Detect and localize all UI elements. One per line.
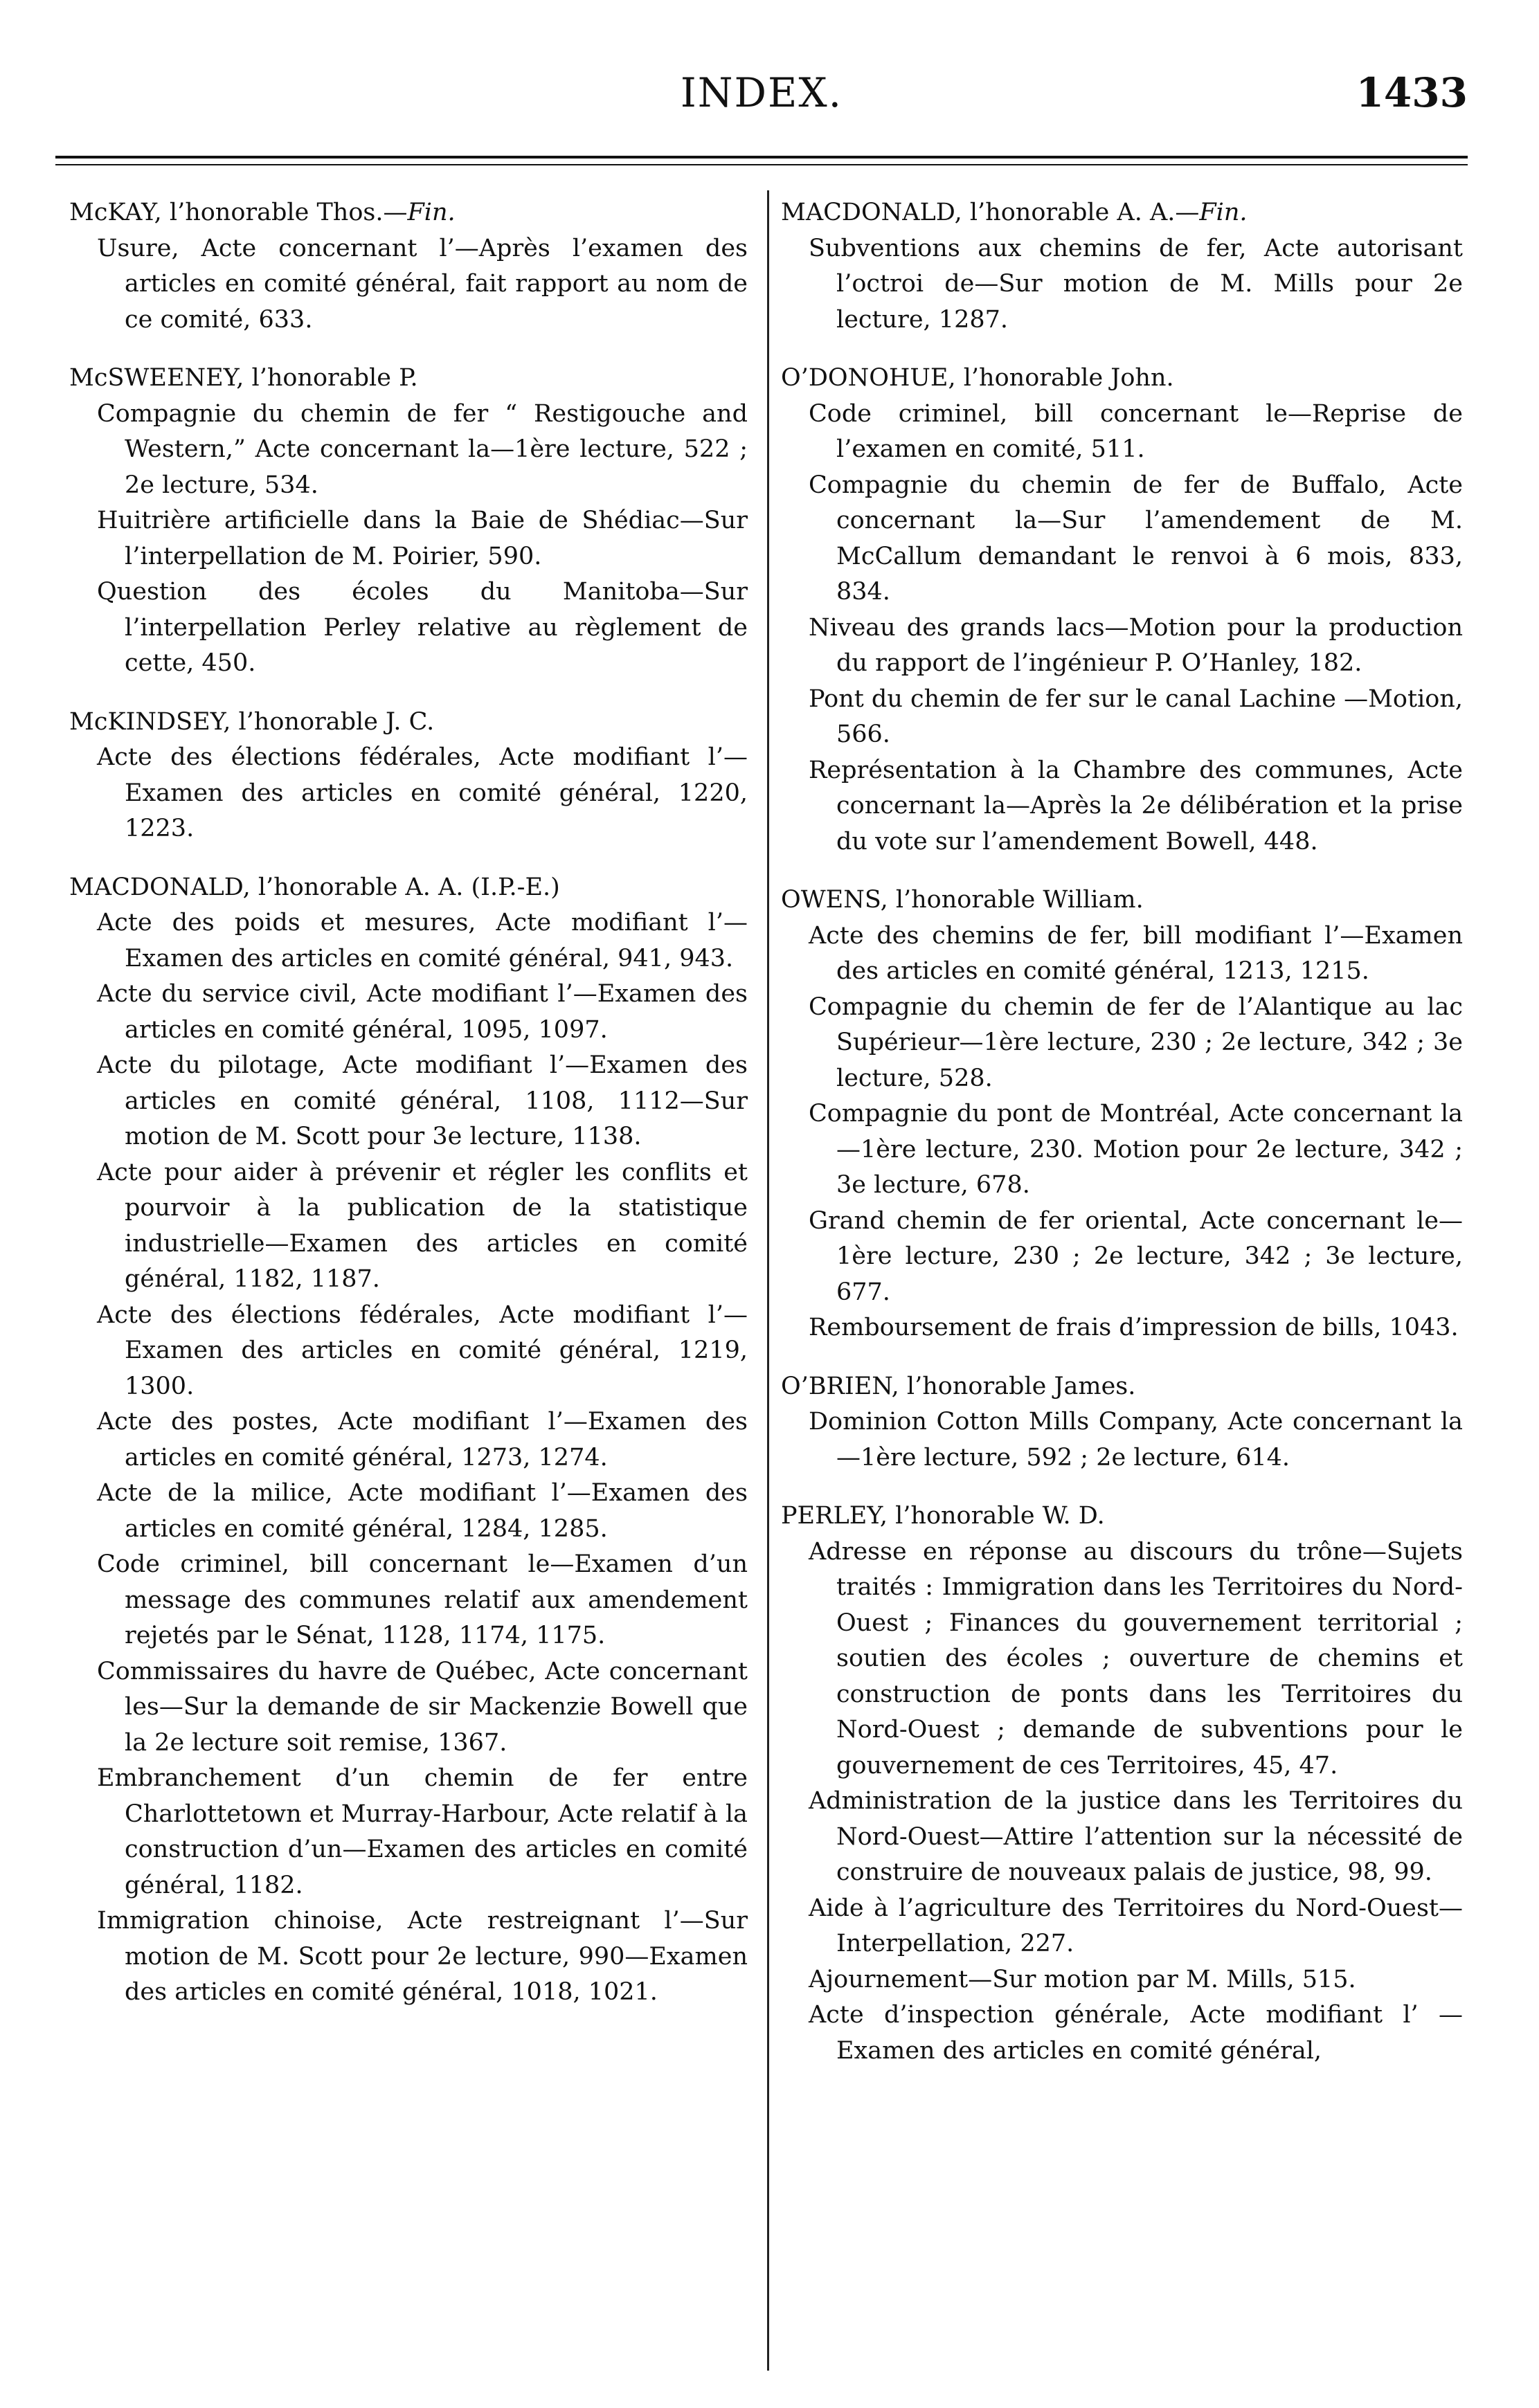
entry-subitem: Acte des poids et mesures, Acte modifiant l’—Examen des articles en comité général, 941, 943. xyxy=(97,909,748,972)
entry-name: McKAY, l’honorable Thos.— xyxy=(69,199,408,226)
entry-subitem: Acte du service civil, Acte modifiant l’—Examen des articles en comité général, 1095, 1097. xyxy=(97,980,748,1044)
entry-subitem: Acte de la milice, Acte modifiant l’—Examen des articles en comité général, 1284, 1285. xyxy=(97,1479,748,1543)
index-entry xyxy=(781,1499,1463,2069)
index-entry xyxy=(781,195,1463,338)
entry-name: O’DONOHUE, l’honorable John. xyxy=(781,364,1174,392)
index-entry xyxy=(69,195,748,338)
entry-name: OWENS, l’honorable William. xyxy=(781,886,1144,914)
entry-name: MACDONALD, l’honorable A. A. (I.P.-E.) xyxy=(69,873,560,901)
entry-subitem: Compagnie du chemin de fer de Buffalo, Acte concernant la—Sur l’amendement de M. McCallum demandant le renvoi à 6 mois, 833, 834. xyxy=(809,471,1463,606)
entry-subitem: Acte des chemins de fer, bill modifiant l’—Examen des articles en comité général, 1213, 1215. xyxy=(809,921,1463,985)
entry-name: O’BRIEN, l’honorable James. xyxy=(781,1372,1136,1400)
index-entry xyxy=(781,1369,1463,1476)
entry-subitem: Niveau des grands lacs—Motion pour la production du rapport de l’ingénieur P. O’Hanley, 182. xyxy=(809,613,1463,677)
entry-name: PERLEY, l’honorable W. D. xyxy=(781,1502,1105,1530)
entry-subitem: Représentation à la Chambre des communes, Acte concernant la—Après la 2e délibération et la prise du vote sur l’amendement Bowell, 448. xyxy=(809,756,1463,856)
entry-subitem: Grand chemin de fer oriental, Acte concernant le—1ère lecture, 230 ; 2e lecture, 342 ; 3e lecture, 677. xyxy=(809,1206,1463,1306)
entry-suffix: Fin. xyxy=(1199,199,1248,226)
left-column xyxy=(69,195,748,2034)
entry-subitem: Code criminel, bill concernant le—Reprise de l’examen en comité, 511. xyxy=(809,399,1463,463)
entry-subitem: Compagnie du chemin de fer de l’Alantique au lac Supérieur—1ère lecture, 230 ; 2e lecture, 342 ; 3e lecture, 528. xyxy=(809,993,1463,1092)
entry-subitem: Usure, Acte concernant l’—Après l’examen des articles en comité général, fait rapport au nom de ce comité, 633. xyxy=(97,234,748,334)
entry-heading xyxy=(69,705,748,741)
entry-subitem: Subventions aux chemins de fer, Acte autorisant l’octroi de—Sur motion de M. Mills pour 2e lecture, 1287. xyxy=(809,234,1463,334)
entry-subitem: Question des écoles du Manitoba—Sur l’interpellation Perley relative au règlement de cette, 450. xyxy=(97,578,748,677)
entry-heading xyxy=(781,1369,1463,1405)
entry-subitem: Acte d’inspection générale, Acte modifiant l’ —Examen des articles en comité général, xyxy=(809,2001,1463,2065)
entry-subitem: Immigration chinoise, Acte restreignant l’—Sur motion de M. Scott pour 2e lecture, 990—Examen des articles en comité général, 1018, 1021. xyxy=(97,1907,748,2006)
entry-subitem: Administration de la justice dans les Territoires du Nord-Ouest—Attire l’attention sur la nécessité de construire de nouveaux palais de justice, 98, 99. xyxy=(809,1787,1463,1886)
entry-subitem: Acte du pilotage, Acte modifiant l’—Examen des articles en comité général, 1108, 1112—Sur motion de M. Scott pour 3e lecture, 1138. xyxy=(97,1051,748,1150)
page-header xyxy=(55,69,1468,125)
entry-subitem: Adresse en réponse au discours du trône—Sujets traités : Immigration dans les Territoires du Nord-Ouest ; Finances du gouvernement territorial ; soutien des écoles ; ouverture de chemins et construction de ponts dans les Territoires du Nord-Ouest ; demande de subventions pour le gouvernement de ces Territoires, 45, 47. xyxy=(809,1537,1463,1780)
entry-heading xyxy=(69,361,748,397)
entry-subitem: Commissaires du havre de Québec, Acte concernant les—Sur la demande de sir Mackenzie Bowell que la 2e lecture soit remise, 1367. xyxy=(97,1657,748,1757)
entry-name: McSWEENEY, l’honorable P. xyxy=(69,364,418,392)
entry-heading xyxy=(69,870,748,906)
entry-subitem: Dominion Cotton Mills Company, Acte concernant la—1ère lecture, 592 ; 2e lecture, 614. xyxy=(809,1408,1463,1472)
entry-heading xyxy=(69,195,748,231)
right-column xyxy=(781,195,1463,2092)
entry-subitem: Pont du chemin de fer sur le canal Lachine —Motion, 566. xyxy=(809,685,1463,748)
entry-subitem: Remboursement de frais d’impression de bills, 1043. xyxy=(809,1314,1459,1341)
header-rule-thin xyxy=(55,164,1468,165)
entry-name: McKINDSEY, l’honorable J. C. xyxy=(69,707,435,736)
entry-subitem: Acte des élections fédérales, Acte modifiant l’—Examen des articles en comité général, 1219, 1300. xyxy=(97,1301,748,1400)
index-entry xyxy=(69,705,748,847)
entry-subitem: Acte des élections fédérales, Acte modifiant l’—Examen des articles en comité général, 1220, 1223. xyxy=(97,743,748,842)
index-entry xyxy=(781,361,1463,860)
page-title: INDEX. xyxy=(680,69,843,116)
entry-subitem: Ajournement—Sur motion par M. Mills, 515. xyxy=(809,1965,1356,1993)
entry-subitem: Compagnie du chemin de fer “ Restigouche and Western,” Acte concernant la—1ère lecture, 522 ; 2e lecture, 534. xyxy=(97,399,748,499)
entry-heading xyxy=(781,195,1463,231)
entry-suffix: Fin. xyxy=(407,199,456,226)
entry-subitem: Acte des postes, Acte modifiant l’—Examen des articles en comité général, 1273, 1274. xyxy=(97,1408,748,1472)
entry-subitem: Embranchement d’un chemin de fer entre Charlottetown et Murray-Harbour, Acte relatif à la construction d’un—Examen des articles en comité général, 1182. xyxy=(97,1764,748,1899)
entry-heading xyxy=(781,882,1463,918)
entry-subitem: Compagnie du pont de Montréal, Acte concernant la—1ère lecture, 230. Motion pour 2e lecture, 342 ; 3e lecture, 678. xyxy=(809,1100,1463,1199)
entry-heading xyxy=(781,361,1463,397)
index-entry xyxy=(69,361,748,682)
page-number: 1433 xyxy=(1356,69,1468,116)
entry-heading xyxy=(781,1499,1463,1535)
header-rule xyxy=(55,156,1468,159)
entry-subitem: Huitrière artificielle dans la Baie de Shédiac—Sur l’interpellation de M. Poirier, 590. xyxy=(97,507,748,570)
entry-subitem: Acte pour aider à prévenir et régler les conflits et pourvoir à la publication de la statistique industrielle—Examen des articles en comité général, 1182, 1187. xyxy=(97,1158,748,1293)
index-entry xyxy=(69,870,748,2011)
column-divider xyxy=(767,190,769,2371)
entry-subitem: Aide à l’agriculture des Territoires du Nord-Ouest—Interpellation, 227. xyxy=(809,1894,1463,1957)
index-entry xyxy=(781,882,1463,1346)
entry-name: MACDONALD, l’honorable A. A.— xyxy=(781,199,1200,226)
entry-subitem: Code criminel, bill concernant le—Examen d’un message des communes relatif aux amendement rejetés par le Sénat, 1128, 1174, 1175. xyxy=(97,1550,748,1649)
